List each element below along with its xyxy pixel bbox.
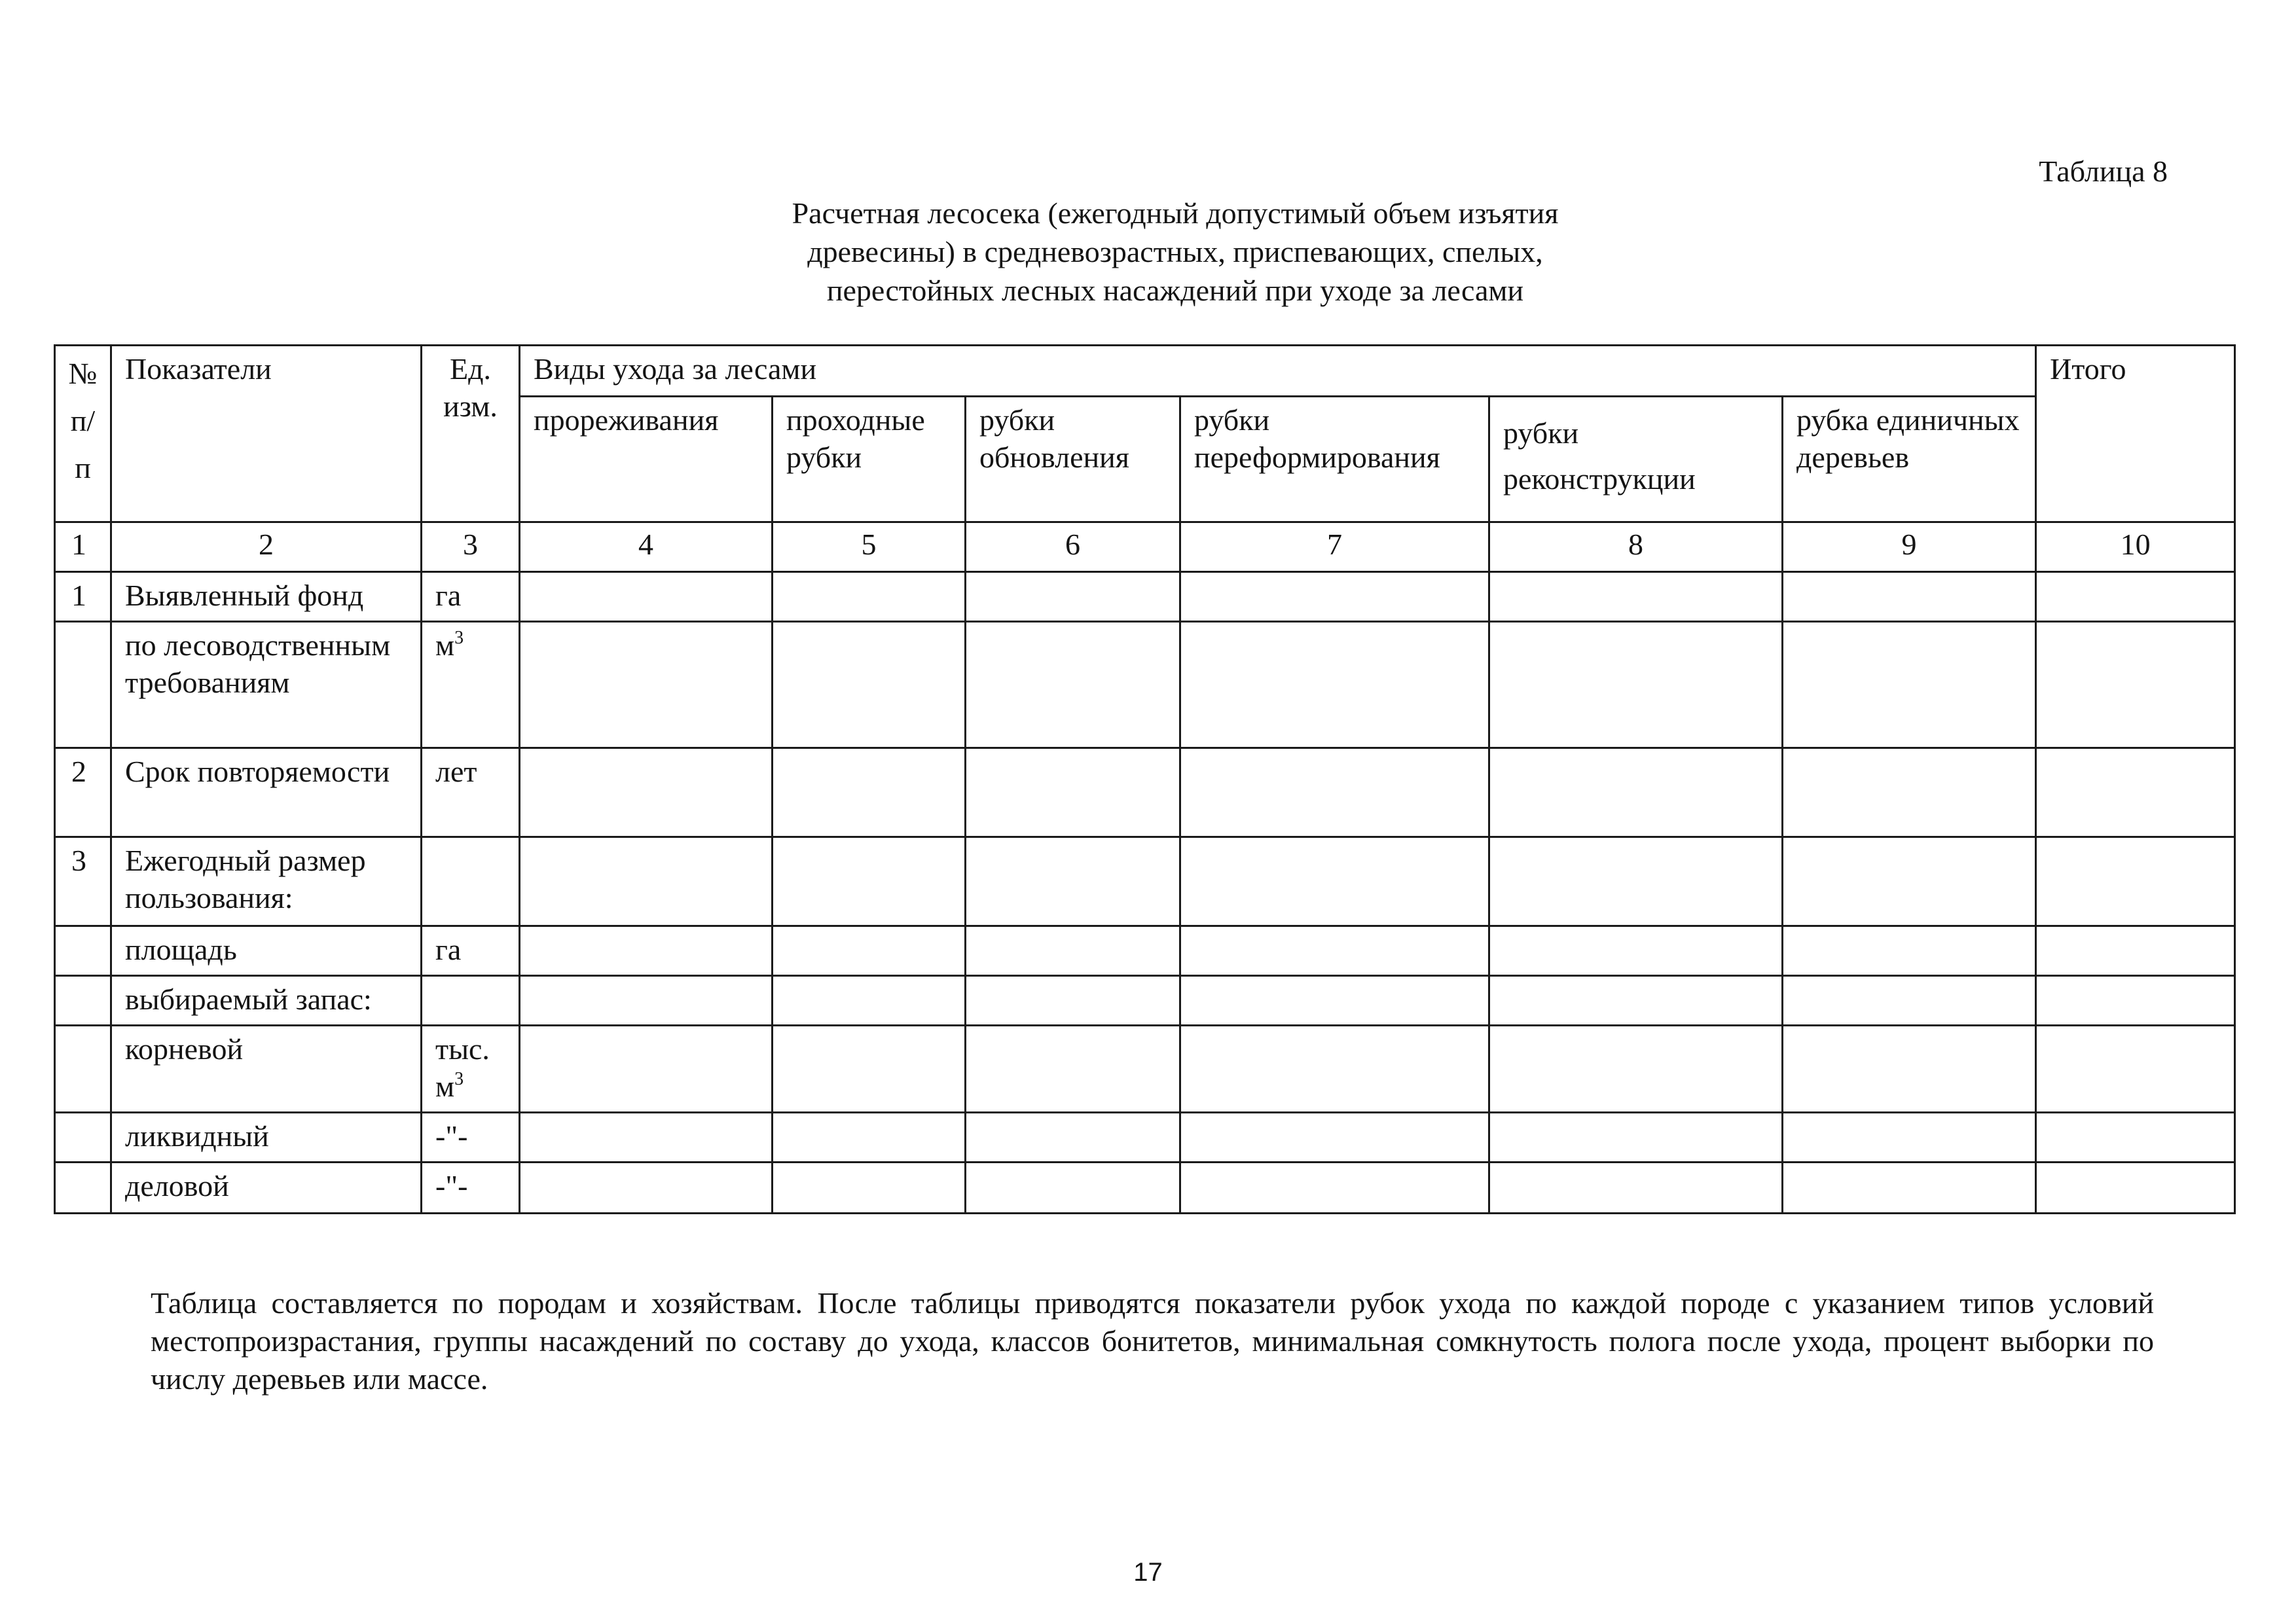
- table-row: [55, 1163, 2235, 1214]
- subheader-passage-cuttings: проходные рубки: [773, 397, 966, 522]
- row-indicator: площадь: [111, 926, 422, 976]
- value-cell: [1783, 572, 2036, 622]
- value-cell: [1180, 926, 1489, 976]
- header-total: Итого: [2036, 346, 2235, 522]
- value-cell: [520, 1026, 773, 1113]
- value-cell: [1783, 1113, 2036, 1163]
- column-number: 9: [1783, 522, 2036, 572]
- value-cell: [2036, 837, 2235, 926]
- column-number: 10: [2036, 522, 2235, 572]
- row-number: [55, 1113, 111, 1163]
- value-cell: [966, 837, 1180, 926]
- table-title: Расчетная лесосека (ежегодный допустимый объем изъятия древесины) в средневозрастных, приспевающих, спелых, перестойных лесных насаждений при уходе за лесами: [792, 196, 1559, 307]
- row-unit: лет: [422, 748, 520, 837]
- value-cell: [773, 976, 966, 1026]
- value-cell: [966, 572, 1180, 622]
- row-unit: [422, 976, 520, 1026]
- row-indicator: корневой: [111, 1026, 422, 1113]
- row-number: 1: [55, 572, 111, 622]
- value-cell: [1180, 976, 1489, 1026]
- row-unit: $м^3$: [422, 622, 520, 748]
- value-cell: [1783, 926, 2036, 976]
- row-indicator: по лесоводственным требованиям: [111, 622, 422, 748]
- value-cell: [966, 622, 1180, 748]
- value-cell: [773, 1026, 966, 1113]
- row-indicator: выбираемый запас:: [111, 976, 422, 1026]
- row-unit: -"-: [422, 1113, 520, 1163]
- value-cell: [2036, 748, 2235, 837]
- table-row: [55, 572, 2235, 622]
- value-cell: [2036, 926, 2235, 976]
- value-cell: [1180, 572, 1489, 622]
- column-number: 1: [55, 522, 111, 572]
- row-indicator: Выявленный фонд: [111, 572, 422, 622]
- row-number: [55, 976, 111, 1026]
- column-numbers-row: [55, 522, 2235, 572]
- row-indicator: Срок повторяемости: [111, 748, 422, 837]
- column-number: 7: [1180, 522, 1489, 572]
- value-cell: [2036, 622, 2235, 748]
- column-number: 2: [111, 522, 422, 572]
- value-cell: [966, 976, 1180, 1026]
- row-indicator: Ежегодный размер пользования:: [111, 837, 422, 926]
- value-cell: [520, 837, 773, 926]
- row-number: [55, 1026, 111, 1113]
- value-cell: [1489, 748, 1783, 837]
- value-cell: [773, 1113, 966, 1163]
- value-cell: [1180, 1163, 1489, 1214]
- forest-care-table: [54, 344, 2236, 1214]
- note-paragraph: Таблица составляется по породам и хозяйствам. После таблицы приводятся показатели рубок ухода по каждой породе с указанием типов условий местопроизрастания, группы насаждений по составу до ухода, классов бонитетов, минимальная сомкнутость полога после ухода, процент выборки по числу деревьев или массе.: [151, 1286, 2154, 1396]
- value-cell: [520, 748, 773, 837]
- value-cell: [1783, 1026, 2036, 1113]
- value-cell: [1783, 1163, 2036, 1214]
- value-cell: [966, 748, 1180, 837]
- value-cell: [520, 926, 773, 976]
- value-cell: [1489, 1163, 1783, 1214]
- value-cell: [2036, 572, 2235, 622]
- column-number: 6: [966, 522, 1180, 572]
- value-cell: [1180, 837, 1489, 926]
- value-cell: [2036, 1163, 2235, 1214]
- value-cell: [520, 572, 773, 622]
- value-cell: [773, 926, 966, 976]
- value-cell: [1783, 837, 2036, 926]
- row-number: 2: [55, 748, 111, 837]
- row-number: [55, 622, 111, 748]
- table-row: [55, 837, 2235, 926]
- value-cell: [1180, 1113, 1489, 1163]
- value-cell: [773, 572, 966, 622]
- value-cell: [520, 1113, 773, 1163]
- subheader-single-tree-cutting: рубка единичных деревьев: [1783, 397, 2036, 522]
- page-number: 17: [1133, 1558, 1163, 1587]
- value-cell: [1489, 976, 1783, 1026]
- value-cell: [520, 976, 773, 1026]
- table-row: [55, 1113, 2235, 1163]
- value-cell: [773, 837, 966, 926]
- value-cell: [2036, 1026, 2235, 1113]
- table-caption: Таблица 8: [2039, 154, 2168, 188]
- table-row: [55, 748, 2235, 837]
- value-cell: [1180, 622, 1489, 748]
- value-cell: [966, 926, 1180, 976]
- row-unit: [422, 837, 520, 926]
- header-indicators: Показатели: [111, 346, 422, 522]
- column-number: 8: [1489, 522, 1783, 572]
- value-cell: [773, 1163, 966, 1214]
- value-cell: [1783, 976, 2036, 1026]
- subheader-thinning: прореживания: [520, 397, 773, 522]
- value-cell: [520, 1163, 773, 1214]
- column-number: 3: [422, 522, 520, 572]
- header-care-types: Виды ухода за лесами: [520, 346, 2036, 397]
- row-unit: га: [422, 926, 520, 976]
- value-cell: [1489, 572, 1783, 622]
- value-cell: [1180, 1026, 1489, 1113]
- subheader-renewal-cuttings: рубки обновления: [966, 397, 1180, 522]
- value-cell: [1180, 748, 1489, 837]
- row-indicator: деловой: [111, 1163, 422, 1214]
- subheader-reformation-cuttings: рубки переформирования: [1180, 397, 1489, 522]
- table-row: [55, 976, 2235, 1026]
- row-unit: -"-: [422, 1163, 520, 1214]
- row-number: [55, 926, 111, 976]
- table-row: [55, 622, 2235, 748]
- value-cell: [1489, 926, 1783, 976]
- row-indicator: ликвидный: [111, 1113, 422, 1163]
- value-cell: [1489, 1026, 1783, 1113]
- header-row: [55, 346, 2235, 397]
- header-number: № п/ п: [55, 346, 111, 522]
- value-cell: [773, 748, 966, 837]
- value-cell: [1489, 622, 1783, 748]
- value-cell: [966, 1026, 1180, 1113]
- table-row: [55, 926, 2235, 976]
- value-cell: [1489, 1113, 1783, 1163]
- value-cell: [2036, 1113, 2235, 1163]
- row-number: 3: [55, 837, 111, 926]
- value-cell: [966, 1163, 1180, 1214]
- value-cell: [1783, 622, 2036, 748]
- value-cell: [1489, 837, 1783, 926]
- header-unit: Ед. изм.: [422, 346, 520, 522]
- value-cell: [773, 622, 966, 748]
- row-number: [55, 1163, 111, 1214]
- column-number: 5: [773, 522, 966, 572]
- value-cell: [2036, 976, 2235, 1026]
- column-number: 4: [520, 522, 773, 572]
- value-cell: [966, 1113, 1180, 1163]
- value-cell: [520, 622, 773, 748]
- value-cell: [1783, 748, 2036, 837]
- table-row: [55, 1026, 2235, 1113]
- row-unit: тыс. $м^3$: [422, 1026, 520, 1113]
- row-unit: га: [422, 572, 520, 622]
- subheader-reconstruction-cuttings: рубки реконструкции: [1489, 397, 1783, 522]
